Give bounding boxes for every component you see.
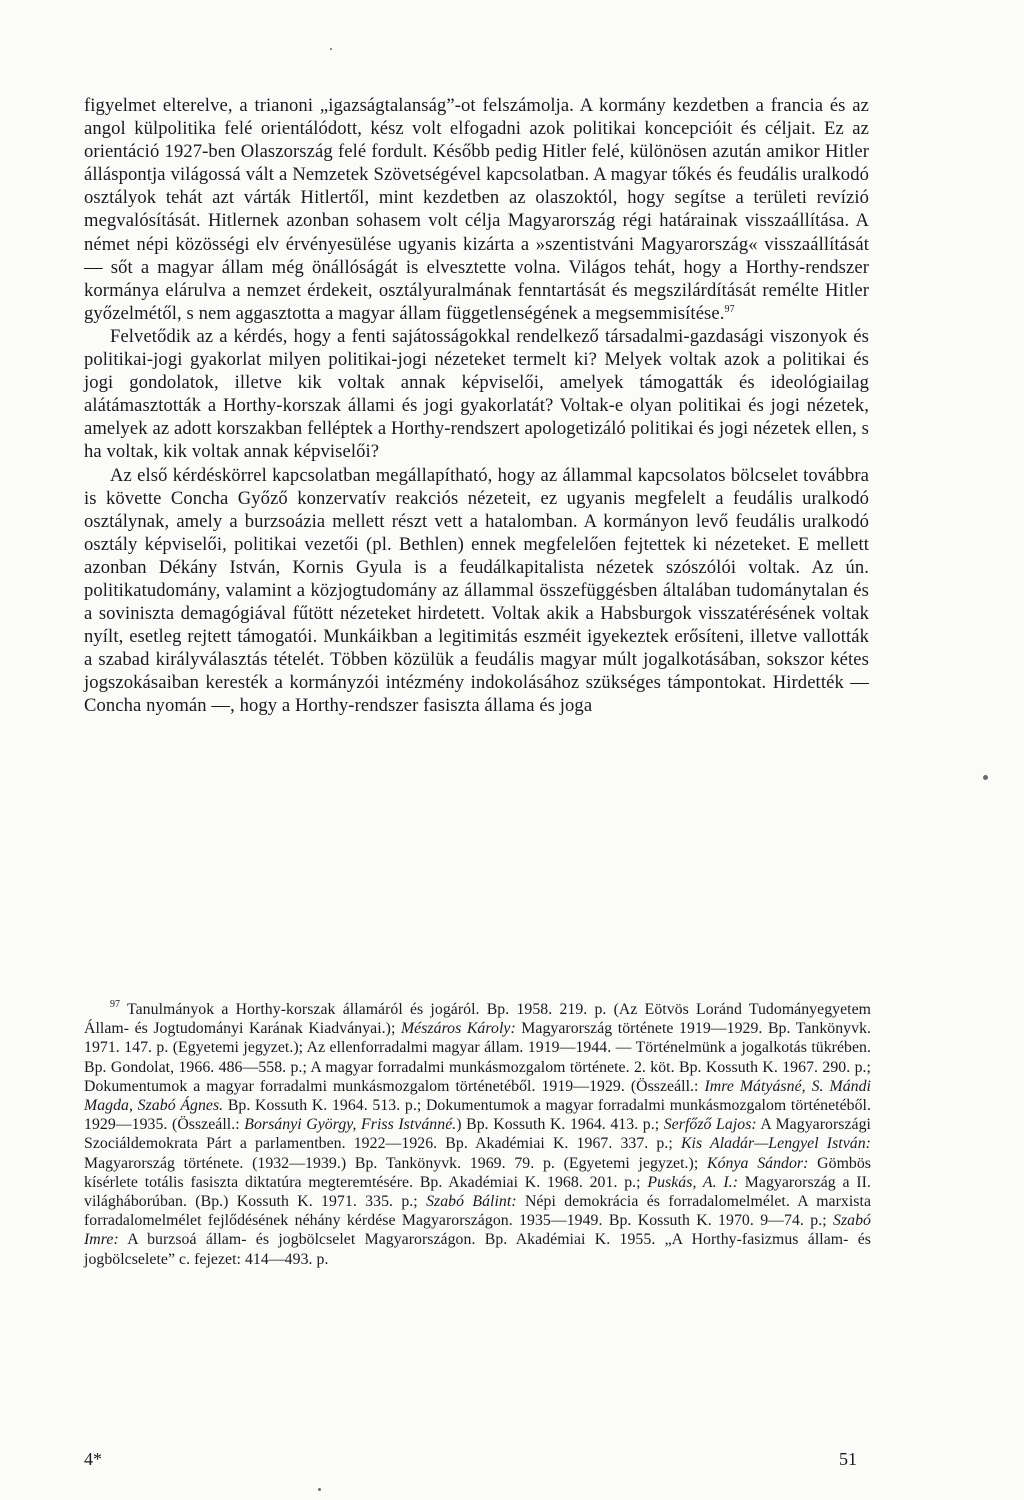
footnote-97: [84, 1000, 871, 1269]
scan-speck: [330, 48, 332, 50]
footnote-text-4: ) Bp. Kossuth K. 1964. 413. p.;: [456, 1116, 664, 1134]
footnote-reference: 97: [724, 303, 735, 315]
footnote-text-10: A burzsoá állam- és jogbölcselet Magyarországon. Bp. Akadémiai K. 1955. „A Horthy-fasizmus állam- és jogbölcselete” c. fejezet: 414—493. p.: [84, 1231, 871, 1268]
paragraph-1: [84, 94, 869, 325]
footnote-text-7: Gömbös kísérlete totális fasiszta diktatúra megteremtésére. Bp. Akadémiai K. 1968. 201. p.;: [84, 1154, 872, 1191]
footnote-author-6: Kónya Sándor:: [706, 1154, 809, 1172]
footnote-text-2: Magyarország története 1919—1929. Bp. Tankönyvk. 1971. 147. p. (Egyetemi jegyzet.); Az ellenforradalmi magyar állam. 1919—1944. — Történelmünk a jogalkotás tükrében. Bp. Gondolat, 1966. 486—558. p.; A magyar forradalmi munkásmozgalom története. 2. köt. Bp. Kossuth K. 1967. 290. p.; Dokumentumok a magyar forradalmi munkásmozgalom történetéből. 1919—1929. (Összeáll.:: [84, 1020, 872, 1095]
main-text: [84, 94, 869, 718]
footnote-author-9: Szabó Imre:: [84, 1212, 871, 1249]
footnote-author-8: Szabó Bálint:: [426, 1193, 517, 1211]
paragraph-2: Felvetődik az a kérdés, hogy a fenti sajátosságokkal rendelkező társadalmi-gazdasági viszonyok és politikai-jogi gyakorlat milyen politikai-jogi nézeteket termelt ki? Melyek voltak azok a politikai és jogi gondolatok, illetve kik voltak annak képviselői, amelyek támogatták és ideológiailag alátámasztották a Horthy-korszak állami és jogi gyakorlatát? Voltak-e olyan politikai és jogi nézetek, amelyek az adott korszakban felléptek a Horthy-rendszert apologetizáló politikai és jogi nézetek ellen, s ha voltak, kik voltak annak képviselői?: [84, 325, 869, 463]
footnote-author-3: Borsányi György, Friss Istvánné.: [244, 1116, 457, 1134]
footnote-author-5: Kis Aladár—Lengyel István:: [680, 1135, 871, 1153]
signature-mark: 4*: [84, 1449, 102, 1469]
footnote-text-9: Népi demokrácia és forradalomelmélet. A marxista forradalomelmélet fejlődésének néhány kérdése Magyarországon. 1935—1949. Bp. Kossuth K. 1970. 9—74. p.;: [84, 1193, 872, 1230]
footnote-text-6: Magyarország története. (1932—1939.) Bp. Tankönyvk. 1969. 79. p. (Egyetemi jegyzet.);: [84, 1154, 707, 1172]
footnote-number: 97: [110, 999, 121, 1010]
paragraph-1-text: figyelmet elterelve, a trianoni „igazságtalanság”-ot felszámolja. A kormány kezdetben a francia és az angol külpolitika felé orientálódott, kész volt elfogadni azok politikai koncepcióit és céljait. Ez az orientáció 1927-ben Olaszország felé fordult. Később pedig Hitler felé, különösen azután amikor Hitler álláspontja világossá vált a Nemzetek Szövetségével kapcsolatban. A magyar tőkés és feudális uralkodó osztályok tehát azt várták Hitlertől, mint kezdetben az olaszoktól, hogy segítse a területi revízió megvalósítását. Hitlernek azonban sohasem volt célja Magyarország régi határainak visszaállítása. A német népi közösségi elv érvényesülése ugyanis kizárta a »szentistváni Magyarország« visszaállítását — sőt a magyar állam még önállóságát is elvesztette volna. Világos tehát, hogy a Horthy-rendszer kormánya elárulva a nemzet érdekeit, osztályuralmának fenntartását és megszilárdítását remélte Hitler győzelmétől, s nem aggasztotta a magyar állam függetlenségének a megsemmisítése.: [84, 95, 869, 324]
paragraph-3: Az első kérdéskörrel kapcsolatban megállapítható, hogy az állammal kapcsolatos bölcselet továbbra is követte Concha Győző konzervatív reakciós nézeteit, ez ugyanis megfelelt a feudális uralkodó osztálynak, amely a burzsoázia mellett részt vett a hatalomban. A kormányon levő feudális uralkodó osztály képviselői, politikai vezetői (pl. Bethlen) ennek megfelelően fejtettek ki nézeteket. E mellett azonban Dékány István, Kornis Gyula is a feudálkapitalista nézetek szószólói voltak. Az ún. politikatudomány, valamint a közjogtudomány az állammal összefüggésben általában tudománytalan és a soviniszta demagógiával fűtött nézeteket hirdetett. Voltak akik a Habsburgok visszatérésének voltak nyílt, esetleg rejtett támogatói. Munkáikban a legitimitás eszméit igyekeztek erősíteni, illetve vallották a szabad királyválasztás tételét. Többen közülük a feudális magyar múlt jogalkotásában, sokszor kétes jogszokásaiban keresték a kormányzói intézmény indokolásához szükséges támpontokat. Hirdették — Concha nyomán —, hogy a Horthy-rendszer fasiszta állama és joga: [84, 464, 869, 717]
scan-speck: [983, 775, 988, 780]
footnotes: [84, 1000, 871, 1269]
footnote-author-7: Puskás, A. I.:: [647, 1173, 739, 1191]
footnote-text-1: Tanulmányok a Horthy-korszak államáról és jogáról. Bp. 1958. 219. p. (Az Eötvös Loránd Tudományegyetem Állam- és Jogtudományi Karának Kiadványai.);: [84, 1001, 871, 1038]
footnote-text-3: Bp. Kossuth K. 1964. 513. p.; Dokumentumok a magyar forradalmi munkásmozgalom történetéből. 1929—1935. (Összeáll.:: [84, 1097, 871, 1134]
footnote-author-1: Mészáros Károly:: [400, 1020, 516, 1038]
footnote-author-4: Serfőző Lajos:: [663, 1116, 757, 1134]
footnote-text-8: Magyarország a II. világháborúban. (Bp.) Kossuth K. 1971. 335. p.;: [84, 1173, 871, 1211]
footnote-text-5: A Magyarországi Szociáldemokrata Párt a parlamentben. 1922—1926. Bp. Akadémiai K. 1967. 337. p.;: [84, 1116, 871, 1153]
page-number: 51: [839, 1449, 857, 1469]
scan-speck: [318, 1488, 321, 1491]
footnote-author-2: Imre Mátyásné, S. Mándi Magda, Szabó Ágnes.: [84, 1077, 871, 1115]
